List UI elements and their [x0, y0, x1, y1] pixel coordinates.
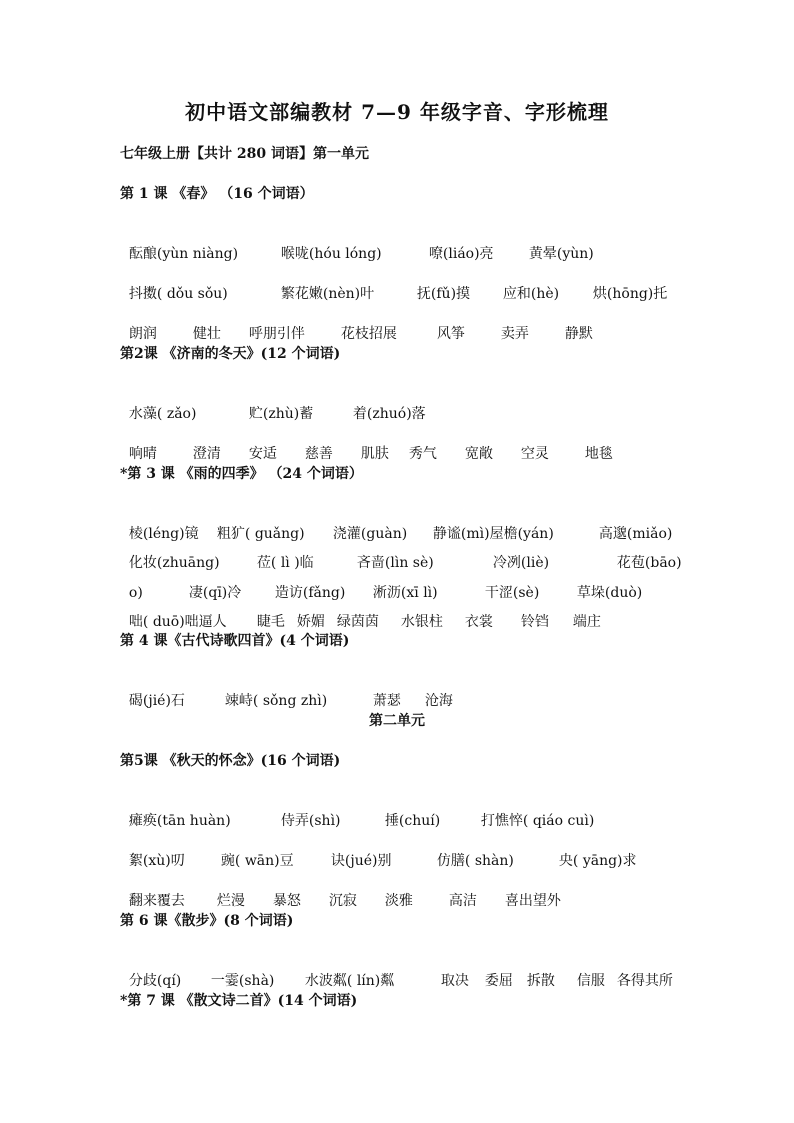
- vocab-word: 高洁: [448, 893, 477, 909]
- vocab-word: 安适: [248, 446, 277, 462]
- vocab-word: 草垛(duò): [576, 585, 643, 601]
- vocab-word: 酝酿(yùn niàng): [128, 246, 239, 262]
- vocab-word: 拆散: [526, 973, 555, 989]
- vocab-word: 喉咙(hóu lóng): [280, 246, 382, 262]
- word-row: [120, 384, 426, 424]
- lesson-heading: 第2课 《济南的冬天》(12 个词语): [120, 346, 341, 362]
- lesson-heading: 第 4 课《古代诗歌四首》(4 个词语): [120, 633, 350, 649]
- word-row: [120, 951, 673, 991]
- vocab-word: 风筝: [436, 326, 465, 342]
- vocab-word: 喜出望外: [504, 893, 561, 909]
- vocab-word: 秀气: [408, 446, 437, 462]
- vocab-word: 莅( lì )临: [256, 555, 314, 571]
- unit-heading: 第二单元: [369, 713, 425, 729]
- vocab-word: 水藻( zǎo): [128, 406, 197, 422]
- vocab-word: 豌( wān)豆: [220, 853, 294, 869]
- lesson-heading: *第 7 课 《散文诗二首》(14 个词语): [120, 993, 358, 1009]
- vocab-word: 绿茵茵: [336, 614, 379, 630]
- vocab-word: 打憔悴( qiáo cuì): [480, 813, 595, 829]
- vocab-word: 冷冽(liè): [492, 555, 550, 571]
- vocab-word: 分歧(qí): [128, 973, 182, 989]
- vocab-word: 宽敞: [464, 446, 493, 462]
- vocab-word: 黄晕(yùn): [528, 246, 594, 262]
- vocab-word: 取决: [440, 973, 469, 989]
- vocab-word: 静默: [564, 326, 593, 342]
- vocab-word: 粗犷( guǎng): [216, 526, 305, 542]
- vocab-word: 侍弄(shì): [280, 813, 341, 829]
- word-row: [120, 224, 594, 264]
- vocab-word: 衣裳: [464, 614, 493, 630]
- vocab-word: 肌肤: [360, 446, 389, 462]
- vocab-word: 端庄: [572, 614, 601, 630]
- vocab-word: 浇灌(guàn): [332, 526, 408, 542]
- vocab-word: 水波粼( lín)粼: [304, 973, 395, 989]
- vocab-word: 烘(hōng)托: [592, 286, 668, 302]
- vocab-word: 吝啬(lìn sè): [356, 555, 434, 571]
- vocab-word: 委屈: [484, 973, 513, 989]
- vocab-word: 央( yāng)求: [558, 853, 637, 869]
- word-row: [120, 592, 601, 632]
- word-row: [120, 264, 667, 304]
- vocab-word: 健壮: [192, 326, 221, 342]
- vocab-word: 咄( duō)咄逼人: [128, 614, 227, 630]
- word-row: [120, 424, 613, 464]
- vocab-word: 信服: [576, 973, 605, 989]
- vocab-word: 贮(zhù)蓄: [248, 406, 314, 422]
- vocab-word: 暴怒: [272, 893, 301, 909]
- lesson-heading: 第 6 课《散步》(8 个词语): [120, 913, 294, 929]
- vocab-word: 竦峙( sǒng zhì): [224, 693, 328, 709]
- vocab-word: 应和(hè): [502, 286, 560, 302]
- vocab-word: 絮(xù)叨: [128, 853, 185, 869]
- word-row: [120, 671, 453, 711]
- wrap-fragment: o): [128, 585, 143, 601]
- vocab-word: 卖弄: [500, 326, 529, 342]
- vocab-word: 空灵: [520, 446, 549, 462]
- vocab-word: 花苞(bāo): [616, 555, 682, 571]
- document-title: 初中语文部编教材 7—9 年级字音、字形梳理: [185, 100, 609, 124]
- word-row: [120, 791, 594, 831]
- vocab-word: 高邈(miǎo): [598, 526, 673, 542]
- vocab-word: 娇媚: [296, 614, 325, 630]
- vocab-word: 碣(jié)石: [128, 693, 185, 709]
- lesson-heading: 第5课 《秋天的怀念》(16 个词语): [120, 753, 341, 769]
- word-row: [120, 871, 561, 911]
- vocab-word: 睫毛: [256, 614, 285, 630]
- vocab-word: 铃铛: [520, 614, 549, 630]
- vocab-word: 各得其所: [616, 973, 673, 989]
- vocab-word: 捶(chuí): [384, 813, 441, 829]
- vocab-word: 一霎(shà): [210, 973, 275, 989]
- lesson-heading: *第 3 课 《雨的四季》 （24 个词语）: [120, 466, 363, 482]
- vocab-word: 慈善: [304, 446, 333, 462]
- vocab-word: 淅沥(xī lì): [372, 585, 438, 601]
- vocab-word: 抖擞( dǒu sǒu): [128, 286, 228, 302]
- vocab-word: 淡雅: [384, 893, 413, 909]
- vocab-word: 静谧(mì)屋檐(yán): [432, 526, 554, 542]
- vocab-word: 瘫痪(tān huàn): [128, 813, 231, 829]
- grade-heading: 七年级上册【共计 280 词语】第一单元: [120, 146, 369, 162]
- vocab-word: 烂漫: [216, 893, 245, 909]
- vocab-word: 响晴: [128, 446, 157, 462]
- vocab-word: 地毯: [584, 446, 613, 462]
- vocab-word: 着(zhuó)落: [352, 406, 426, 422]
- vocab-word: 花枝招展: [340, 326, 397, 342]
- lesson-heading: 第 1 课 《春》 （16 个词语）: [120, 186, 314, 202]
- vocab-word: 仿膳( shàn): [436, 853, 514, 869]
- word-row: [120, 304, 593, 344]
- vocab-word: 水银柱: [400, 614, 443, 630]
- vocab-word: 翻来覆去: [128, 893, 185, 909]
- vocab-word: 呼朋引伴: [248, 326, 305, 342]
- vocab-word: 造访(fǎng): [274, 585, 346, 601]
- vocab-word: 棱(léng)镜: [128, 526, 199, 542]
- vocab-word: 化妆(zhuāng): [128, 555, 220, 571]
- vocab-word: 诀(jué)别: [330, 853, 392, 869]
- vocab-word: 抚(fǔ)摸: [416, 286, 471, 302]
- word-row: [120, 831, 637, 871]
- vocab-word: 澄清: [192, 446, 221, 462]
- vocab-word: 凄(qī)冷: [188, 585, 242, 601]
- vocab-word: 沉寂: [328, 893, 357, 909]
- vocab-word: 繁花嫩(nèn)叶: [280, 286, 375, 302]
- vocab-word: 萧瑟: [372, 693, 401, 709]
- vocab-word: 干涩(sè): [484, 585, 540, 601]
- vocab-word: 沧海: [424, 693, 453, 709]
- vocab-word: 朗润: [128, 326, 157, 342]
- vocab-word: 嘹(liáo)亮: [428, 246, 494, 262]
